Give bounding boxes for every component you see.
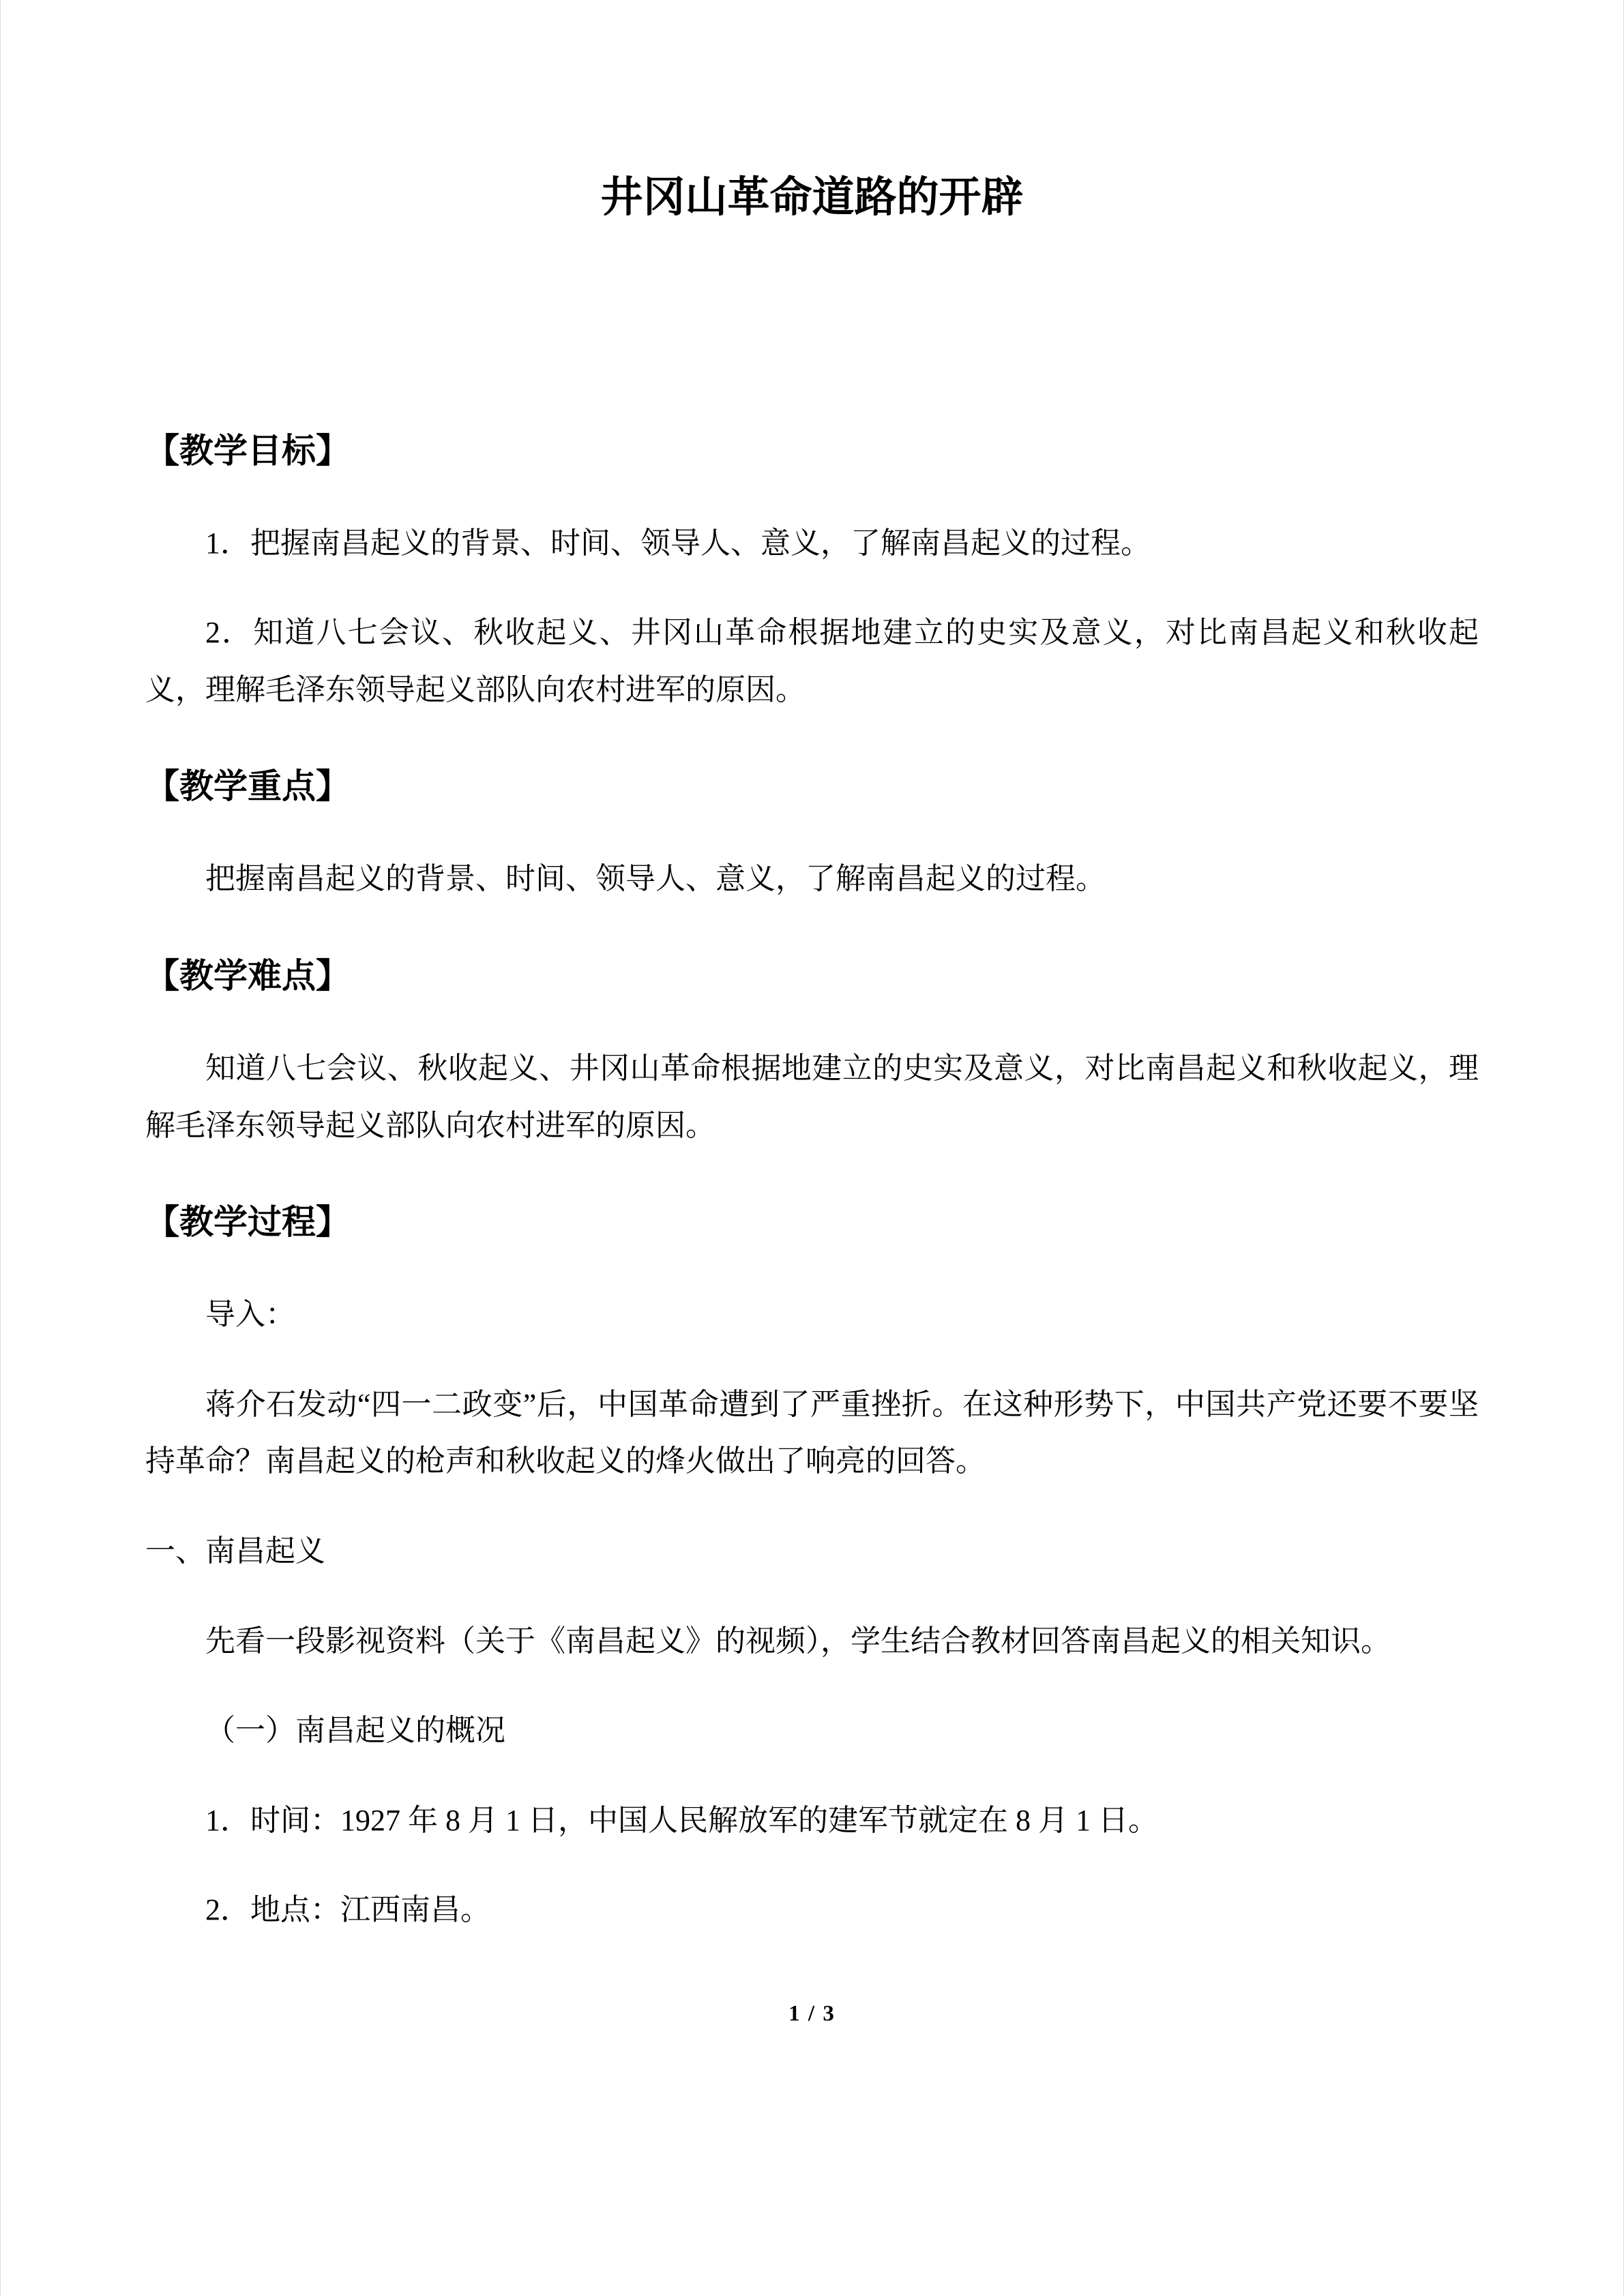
paragraph-video-activity: 先看一段影视资料（关于《南昌起义》的视频），学生结合教材回答南昌起义的相关知识。	[205, 1624, 1391, 1658]
document-title: 井冈山革命道路的开辟	[600, 175, 1024, 221]
paragraph-uprising-location: 2．地点：江西南昌。	[205, 1893, 490, 1927]
paragraph-objective-2: 2．知道八七会议、秋收起义、井冈山革命根据地建立的史实及意义，对比南昌起义和秋收起义，理解毛泽东领导起义部队向农村进军的原因。	[145, 616, 1479, 706]
page-number: 1 / 3	[788, 2001, 836, 2026]
section-heading-process: 【教学过程】	[145, 1203, 350, 1242]
paragraph-lead-in-text: 蒋介石发动“四一二政变”后，中国革命遭到了严重挫折。在这种形势下，中国共产党还要不要坚持革命？南昌起义的枪声和秋收起义的烽火做出了响亮的回答。	[145, 1387, 1479, 1478]
paragraph-key-point: 把握南昌起义的背景、时间、领导人、意义，了解南昌起义的过程。	[205, 862, 1106, 896]
paragraph-overview-heading: （一）南昌起义的概况	[205, 1714, 505, 1748]
list-heading-nanchang-uprising: 一、南昌起义	[145, 1534, 325, 1568]
section-heading-key-points: 【教学重点】	[145, 767, 350, 806]
paragraph-lead-in-label: 导入：	[205, 1298, 295, 1332]
section-heading-difficulties: 【教学难点】	[145, 956, 350, 995]
paragraph-difficulty: 知道八七会议、秋收起义、井冈山革命根据地建立的史实及意义，对比南昌起义和秋收起义，理解毛泽东领导起义部队向农村进军的原因。	[145, 1051, 1479, 1142]
paragraph-uprising-time: 1．时间：1927 年 8 月 1 日，中国人民解放军的建军节就定在 8 月 1 日。	[205, 1803, 1158, 1837]
section-heading-objectives: 【教学目标】	[145, 431, 350, 470]
paragraph-objective-1: 1．把握南昌起义的背景、时间、领导人、意义，了解南昌起义的过程。	[205, 526, 1151, 560]
